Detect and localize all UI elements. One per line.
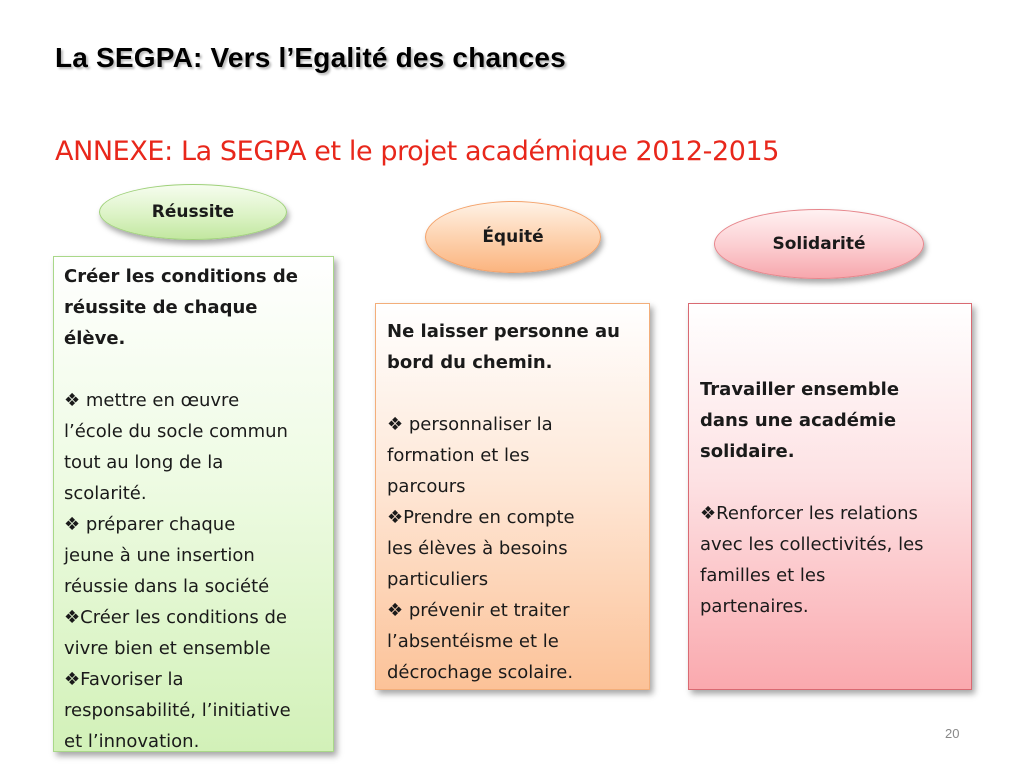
equite-box <box>375 303 650 690</box>
reussite-text-line: ❖Favoriser la <box>64 669 184 690</box>
solidarite-text-line: ❖Renforcer les relations <box>700 503 918 524</box>
oval-reussite <box>99 184 287 240</box>
reussite-text-line: l’école du socle commun <box>64 421 288 442</box>
solidarite-heading-line: dans une académie <box>700 410 897 431</box>
oval-equite-label: Équité <box>482 227 544 247</box>
reussite-heading-line: élève. <box>64 328 126 349</box>
oval-solidarite <box>714 209 924 279</box>
reussite-text-line: ❖Créer les conditions de <box>64 607 287 628</box>
reussite-text-line: jeune à une insertion <box>64 545 255 566</box>
solidarite-box <box>688 303 972 690</box>
reussite-text-line: responsabilité, l’initiative <box>64 700 291 721</box>
equite-text-line: ❖ personnaliser la <box>387 414 553 435</box>
equite-text-line: ❖Prendre en compte <box>387 507 575 528</box>
reussite-text-line: ❖ mettre en œuvre <box>64 390 240 411</box>
page-number: 20 <box>945 726 960 741</box>
slide-title: La SEGPA: Vers l’Egalité des chances <box>55 42 566 73</box>
equite-text-line: ❖ prévenir et traiter <box>387 600 570 621</box>
equite-text-line: les élèves à besoins <box>387 538 568 559</box>
spacer <box>700 467 965 498</box>
spacer <box>387 378 643 409</box>
solidarite-text-line: avec les collectivités, les <box>700 534 924 555</box>
reussite-heading-line: réussite de chaque <box>64 297 258 318</box>
slide-subtitle: ANNEXE: La SEGPA et le projet académique 2012-2015 <box>55 136 780 167</box>
solidarite-heading-line: solidaire. <box>700 441 795 462</box>
equite-text-line: parcours <box>387 476 466 497</box>
solidarite-heading-line: Travailler ensemble <box>700 379 900 400</box>
oval-solidarite-label: Solidarité <box>772 234 866 254</box>
equite-heading-line: Ne laisser personne au <box>387 321 620 342</box>
reussite-box <box>53 256 334 752</box>
oval-equite <box>425 201 601 273</box>
equite-text-line: décrochage scolaire. <box>387 662 574 683</box>
reussite-text-line: réussie dans la société <box>64 576 270 597</box>
reussite-text-line: ❖ préparer chaque <box>64 514 236 535</box>
solidarite-text-line: familles et les <box>700 565 826 586</box>
equite-heading-line: bord du chemin. <box>387 352 553 373</box>
spacer <box>64 354 327 385</box>
reussite-heading-line: Créer les conditions de <box>64 266 298 287</box>
reussite-text-line: scolarité. <box>64 483 147 504</box>
equite-text-line: particuliers <box>387 569 489 590</box>
reussite-text-line: vivre bien et ensemble <box>64 638 271 659</box>
equite-text-line: l’absentéisme et le <box>387 631 559 652</box>
oval-reussite-label: Réussite <box>151 202 235 222</box>
reussite-text-line: et l’innovation. <box>64 731 200 752</box>
reussite-text-line: tout au long de la <box>64 452 224 473</box>
solidarite-text-line: partenaires. <box>700 596 809 617</box>
equite-text-line: formation et les <box>387 445 530 466</box>
